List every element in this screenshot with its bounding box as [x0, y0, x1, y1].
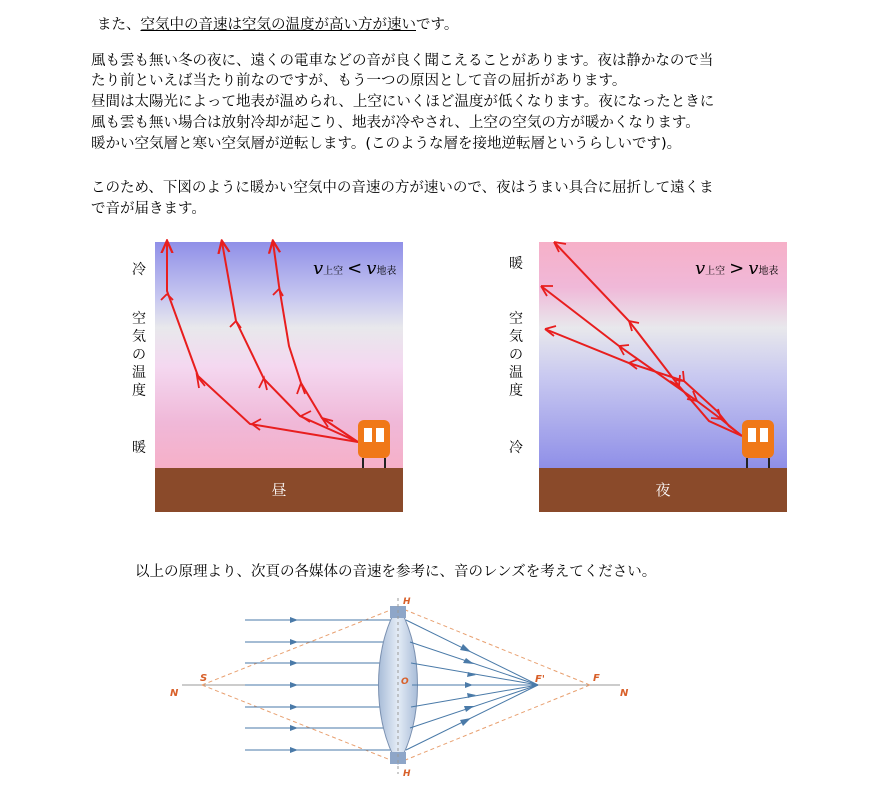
- night-side-label-5: 度: [509, 383, 523, 399]
- paragraph1-line-5: 暖かい空気層と寒い空気層が逆転します。(このような層を接地逆転層というらしいです)。: [91, 136, 682, 152]
- lens-incoming-rays: [245, 620, 392, 750]
- night-top-label: 暖: [509, 256, 523, 272]
- intro-suffix: です。: [416, 17, 459, 33]
- intro-line: [97, 16, 458, 35]
- night-side-label-2: 気: [509, 329, 523, 345]
- intro-prefix: また、: [97, 17, 141, 33]
- lens-label-h-top: H: [403, 597, 411, 607]
- lens-label-f-prime: F': [535, 674, 545, 685]
- night-ground-label: 夜: [655, 481, 671, 499]
- paragraph2-line-2: で音が届きます。: [91, 201, 206, 217]
- paragraph1-line-3: 昼間は太陽光によって地表が温められ、上空にいくほど温度が低くなります。夜になったときに: [91, 94, 715, 110]
- day-top-label: 冷: [132, 262, 146, 278]
- lens-label-o: O: [401, 677, 409, 687]
- night-bottom-label: 冷: [509, 440, 523, 456]
- day-bottom-label: 暖: [132, 440, 146, 456]
- lens-label-n-left: N: [170, 688, 179, 699]
- night-side-label-1: 空: [509, 311, 523, 327]
- day-side-label-3: の: [132, 347, 146, 363]
- paragraph2-line-1: このため、下図のように暖かい空気中の音速の方が速いので、夜はうまい具合に屈折して遠くま: [91, 180, 714, 196]
- night-side-label-4: 温: [509, 365, 523, 381]
- paragraph1-line-4: 風も雲も無い場合は放射冷却が起こり、地表が冷やされ、上空の空気の方が暖かくなります。: [91, 115, 700, 131]
- day-ground-label: 昼: [271, 481, 287, 499]
- paragraph1-line-1: 風も雲も無い冬の夜に、遠くの電車などの音が良く聞こえることがあります。夜は静かなので当: [91, 53, 714, 69]
- lens-label-f: F: [593, 673, 600, 684]
- day-formula: v上空 < v地表: [313, 258, 397, 279]
- day-side-label-2: 気: [132, 329, 146, 345]
- day-side-label-5: 度: [132, 383, 146, 399]
- lens-label-h-bottom: H: [403, 769, 411, 777]
- paragraph1-line-2: たり前といえば当たり前なのですが、もう一つの原因として音の屈折があります。: [91, 73, 627, 89]
- lens-label-s: S: [200, 673, 208, 684]
- intro-underlined: 空気中の音速は空気の温度が高い方が速い: [140, 17, 416, 33]
- lens-diagram: [160, 592, 640, 777]
- lens-label-n-right: N: [620, 688, 629, 699]
- lens-incoming-arrows: [290, 617, 298, 753]
- day-side-label-4: 温: [132, 365, 146, 381]
- principle-line: 以上の原理より、次頁の各媒体の音速を参考に、音のレンズを考えてください。: [135, 564, 657, 580]
- day-diagram: [115, 236, 415, 516]
- night-formula: v上空 > v地表: [695, 258, 779, 279]
- night-diagram: [499, 236, 799, 516]
- day-side-label-1: 空: [132, 311, 146, 327]
- night-side-label-3: の: [509, 347, 523, 363]
